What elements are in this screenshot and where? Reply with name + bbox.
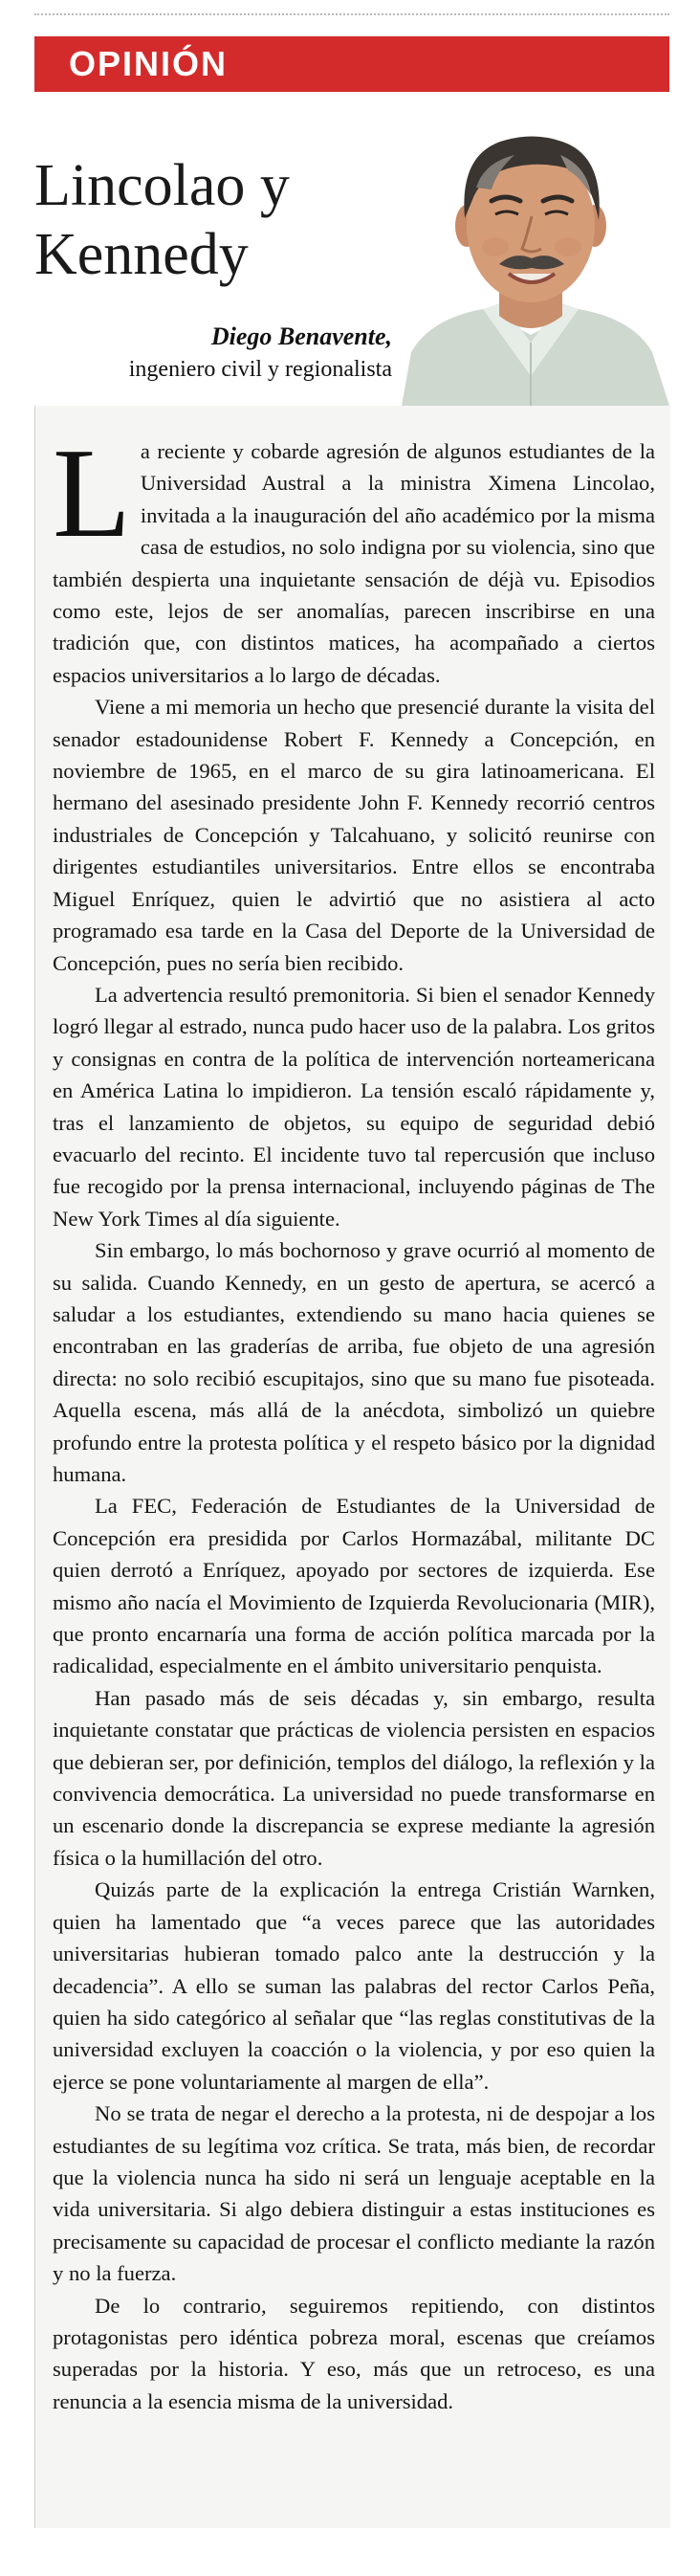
paragraph-1-text: a reciente y cobarde agresión de algunos estudiantes de la Universidad Austral a la ministra Ximena Lincolao, invitada a la inauguración del año académico por la misma casa de estudios, no solo indigna por su violencia, sino que también despierta una inquietante sensación de déjà vu. Episodios como este, lejos de ser anomalías, parecen inscribirse en una tradición que, con distintos matices, ha acompañado a ciertos espacios universitarios a lo largo de décadas. [53, 439, 655, 687]
section-banner [34, 36, 669, 92]
article-paragraph-4: Sin embargo, lo más bochornoso y grave ocurrió al momento de su salida. Cuando Kennedy, en un gesto de apertura, se acercó a saludar a los estudiantes, extendiendo su mano hacia quienes se encontraban en las graderías de arriba, fue objeto de una agresión directa: no solo recibió escupitajos, sino que su mano fue pisoteada. Aquella escena, más allá de la anécdota, simbolizó un quiebre profundo entre la protesta política y el respeto básico por la dignidad humana. [53, 1238, 655, 1486]
article-paragraph-3: La advertencia resultó premonitoria. Si bien el senador Kennedy logró llegar al estrado, nunca pudo hacer uso de la palabra. Los gritos y consignas en contra de la política de intervención norteamericana en América Latina lo impidieron. La tensión escaló rápidamente y, tras el lanzamiento de objetos, su equipo de seguridad debió evacuarlo del recinto. El incidente tuvo tal repercusión que incluso fue recogido por la prensa internacional, incluyendo páginas de The New York Times al día siguiente. [53, 982, 655, 1231]
headline-line-2: Kennedy [34, 222, 249, 287]
article-paragraph-9: De lo contrario, seguiremos repitiendo, con distintos protagonistas pero idéntica pobreza moral, escenas que creíamos superadas por la historia. Y eso, más que un retroceso, es una renuncia a la esencia misma de la universidad. [53, 2293, 655, 2413]
byline [77, 321, 392, 386]
article-body [53, 422, 655, 2417]
article-paragraph-5: La FEC, Federación de Estudiantes de la Universidad de Concepción era presidida por Carlos Hormazábal, militante DC quien derrotó a Enríquez, apoyado por sectores de izquierda. Ese mismo año nacía el Movimiento de Izquierda Revolucionaria (MIR), que pronto encarnaría una forma de acción política marcada por la radicalidad, especialmente en el ámbito universitario penquista. [53, 1494, 655, 1678]
headline [34, 151, 379, 289]
drop-cap: L [53, 422, 131, 564]
author-name: Diego Benavente, [210, 322, 392, 350]
article-paragraph-8: No se trata de negar el derecho a la protesta, ni de despojar a los estudiantes de su legítima voz crítica. Se trata, más bien, de recordar que la violencia nunca ha sido ni será un lenguaje aceptable en la vida universitaria. Si algo debiera distinguir a estas instituciones es precisamente su capacidad de procesar el conflicto mediante la razón y no la fuerza. [53, 2101, 655, 2286]
section-label: OPINIÓN [69, 44, 229, 83]
author-portrait [392, 113, 669, 406]
top-dotted-rule [34, 13, 669, 15]
article-paragraph-7: Quizás parte de la explicación la entrega Cristián Warnken, quien ha lamentado que “a veces parece que las autoridades universitarias hubieran tomado palco ante la destrucción y la decadencia”. A ello se suman las palabras del rector Carlos Peña, quien ha sido categórico al señalar que “las reglas constitutivas de la universidad excluyen la coacción o la violencia, y por eso quien la ejerce se pone voluntariamente al margen de ella”. [53, 1877, 655, 2094]
article-paragraph-2: Viene a mi memoria un hecho que presencié durante la visita del senador estadounidense Robert F. Kennedy a Concepción, en noviembre de 1965, en el marco de su gira latinoamericana. El hermano del asesinado presidente John F. Kennedy recorrió centros industriales de Concepción y Talcahuano, y solicitó reunirse con dirigentes estudiantiles universitarios. Entre ellos se encontraba Miguel Enríquez, quien le advirtió que no asistiera al acto programado esa tarde en la Casa del Deporte de la Universidad de Concepción, pues no sería bien recibido. [53, 695, 655, 975]
article-paragraph-6: Han pasado más de seis décadas y, sin embargo, resulta inquietante constatar que prácticas de violencia persisten en espacios que debieran ser, por definición, templos del diálogo, la reflexión y la convivencia democrática. La universidad no puede transformarse en un escenario donde la discrepancia se exprese mediante la agresión física o la humillación del otro. [53, 1685, 655, 1870]
article-paragraph-1 [53, 422, 655, 691]
author-role: ingeniero civil y regionalista [128, 357, 392, 382]
headline-line-1: Lincolao y [34, 153, 290, 218]
